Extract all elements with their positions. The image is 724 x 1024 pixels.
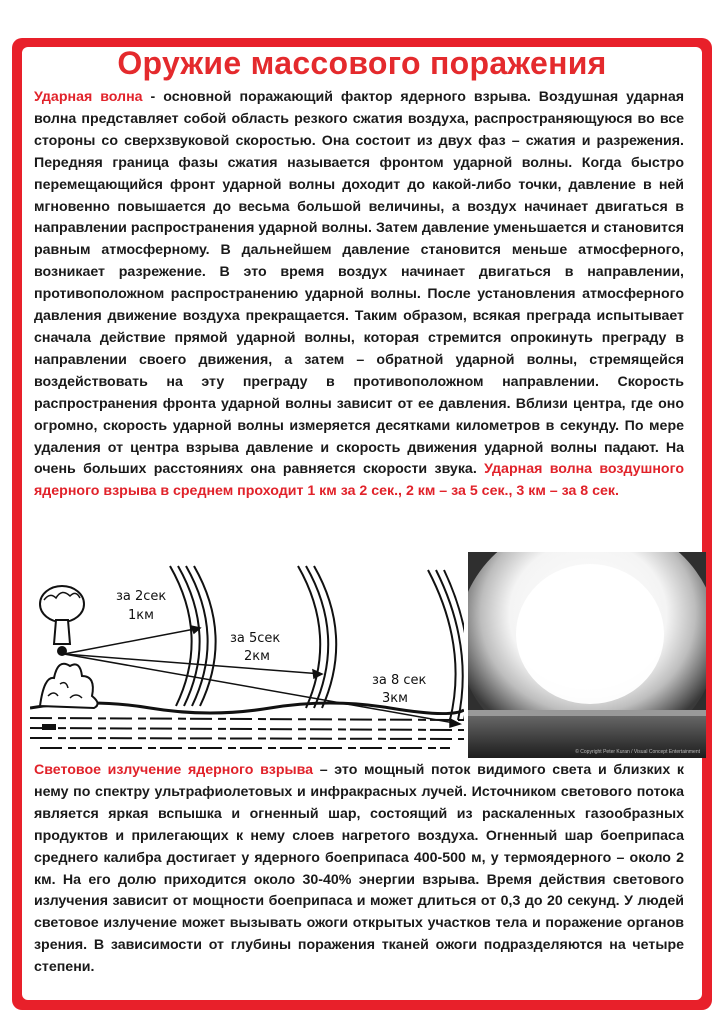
light-radiation-lead: Световое излучение ядерного взрыва [34, 762, 314, 778]
shock-wave-diagram-svg [30, 556, 464, 756]
shock-wave-diagram [30, 556, 464, 756]
shock-wave-lead: Ударная волна [34, 89, 143, 105]
label-2km-dist: 2км [244, 649, 270, 664]
light-radiation-body: – это мощный поток видимого света и близких к нему по спектру ультрафиолетовых и инфракрасных лучей. Источником светового потока является яркая вспышка и огненный шар, состоящий из раскаленных газообразных продуктов и прилегающих к нему слоев нагретого воздуха. Огненный шар боеприпаса среднего калибра достигает у ядерного боеприпаса 400-500 м, у термоядерного – около 2 км. На его долю приходится около 30-40% энергии взрыва. Время действия светового излучения зависит от мощности боеприпаса и может длиться от 0,3 до 20 секунд. У людей световое излучение может вызывать ожоги открытых участков тела и поражение органов зрения. В зависимости от глубины поражения тканей ожоги подразделяются на четыре степени. [34, 762, 685, 976]
fireball-photo-svg [468, 552, 706, 758]
label-3km-dist: 3км [382, 691, 408, 706]
page-title: Оружие массового поражения [117, 45, 607, 81]
wave-front-1 [170, 566, 216, 706]
fireball-photo [468, 552, 706, 758]
light-radiation-paragraph [34, 760, 684, 979]
shock-wave-highlight: Ударная волна воздушного ядерного взрыва в среднем проходит 1 км за 2 сек., 2 км – за 5 сек., 3 км – за 8 сек. [34, 461, 684, 500]
shock-wave-paragraph [34, 87, 684, 503]
wave-front-3 [428, 570, 464, 720]
mushroom-cloud-icon [40, 586, 84, 656]
photo-copyright: © Copyright Peter Kuran / Visual Concept Entertainment [575, 749, 700, 755]
shock-wave-body: - основной поражающий фактор ядерного взрыва. Воздушная ударная волна представляет собой область резкого сжатия воздуха, распространяющуюся во все стороны со сверхзвуковой скоростью. Она состоит из двух фаз – сжатия и разрежения. Передняя граница фазы сжатия называется фронтом ударной волны. Когда быстро перемещающийся фронт ударной волны доходит до какой-либо точки, давление в ней мгновенно повышается до весьма большой величины, а воздух начинает двигаться в направлении распространения ударной волны. Затем давление уменьшается и становится равным атмосферному. В дальнейшем давление становится меньше атмосферного, возникает разрежение. В это время воздух начинает двигаться в направлении, противоположном распространению ударной волны. После установления атмосферного давления движение воздуха прекращается. Таким образом, всякая преграда испытывает сначала действие прямой ударной волны, которая стремится опрокинуть преграду в направлении своего движения, а затем – обратной ударной волны, стремящейся воздействовать на эту преграду в противоположном направлении. Скорость распространения фронта ударной волны зависит от ее давления. Вблизи центра, где оно огромно, скорость ударной волны измеряется десятками километров в секунду. По мере удаления от центра взрыва давление и скорость движения ударной волны падают. На очень больших расстояниях она равняется скорости звука. [34, 89, 685, 478]
label-8s-time: за 8 сек [372, 673, 427, 688]
label-1km-dist: 1км [128, 608, 154, 623]
wave-front-2 [298, 566, 336, 708]
ground [30, 701, 464, 756]
label-5s-time: за 5сек [230, 631, 281, 646]
label-2s-time: за 2сек [116, 589, 167, 604]
